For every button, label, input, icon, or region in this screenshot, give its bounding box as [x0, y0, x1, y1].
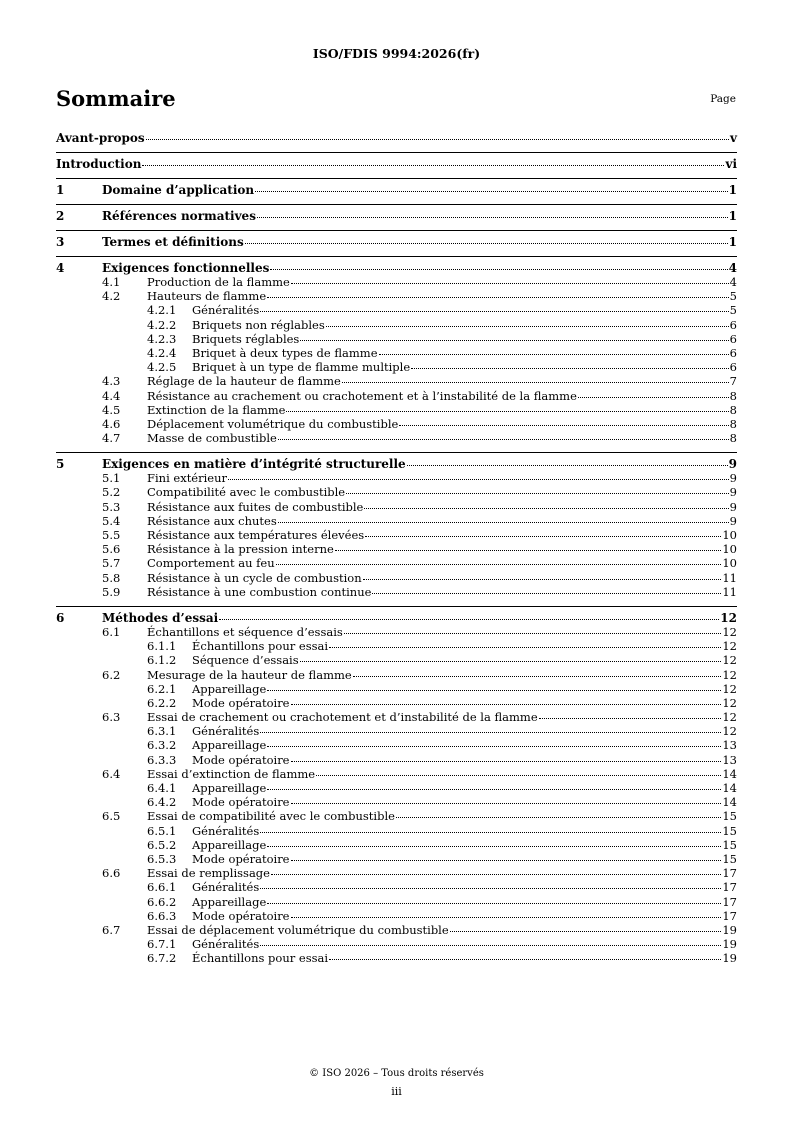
toc-entry-page: 15: [722, 809, 737, 824]
toc-entry-title[interactable]: Généralités: [192, 880, 260, 895]
toc-entry-number: 6.3.3: [147, 752, 177, 767]
section-divider: [56, 452, 737, 453]
toc-dot-leader: [267, 297, 729, 298]
toc-entry[interactable]: [56, 389, 737, 403]
toc-entry-page: 4: [728, 261, 737, 275]
toc-entry-title[interactable]: Briquet à deux types de flamme: [192, 345, 378, 360]
toc-dot-leader: [291, 803, 722, 804]
toc-entry-number: 6.4: [102, 766, 121, 781]
toc-entry-page: 14: [722, 766, 737, 781]
toc-entry[interactable]: [56, 346, 737, 360]
toc-entry-title[interactable]: Introduction: [56, 157, 142, 171]
toc-entry[interactable]: [56, 852, 737, 866]
toc-entry-number: 6.2: [102, 667, 121, 682]
toc-entry-page: 9: [729, 513, 737, 528]
toc-entry[interactable]: [56, 374, 737, 388]
toc-entry-page: 19: [722, 922, 737, 937]
toc-entry[interactable]: [56, 571, 737, 585]
toc-dot-leader: [267, 789, 721, 790]
toc-entry-number: 6.1.1: [147, 639, 177, 654]
toc-entry[interactable]: [56, 235, 737, 249]
toc-entry-number: 2: [56, 209, 65, 223]
toc-entry-page: 7: [729, 374, 737, 389]
toc-entry[interactable]: [56, 653, 737, 667]
toc-entry-title[interactable]: Essai de crachement ou crachotement et d’instabilité de la flamme: [147, 710, 538, 725]
copyright-notice: © ISO 2026 – Tous droits réservés: [309, 1068, 484, 1079]
section-divider: [56, 256, 737, 257]
toc-dot-leader: [346, 493, 729, 494]
toc-entry-number: 6.2.1: [147, 681, 177, 696]
toc-entry-title[interactable]: Termes et définitions: [102, 235, 244, 249]
toc-dot-leader: [219, 619, 719, 620]
toc-dot-leader: [271, 874, 721, 875]
toc-entry-title[interactable]: Briquet à un type de flamme multiple: [192, 360, 411, 375]
toc-entry-page: 6: [729, 317, 737, 332]
toc-entry[interactable]: [56, 639, 737, 653]
toc-entry-page: 17: [722, 894, 737, 909]
toc-entry-title[interactable]: Échantillons et séquence d’essais: [147, 624, 343, 639]
toc-entry-title[interactable]: Essai de déplacement volumétrique du combustible: [147, 922, 449, 937]
toc-entry-number: 6.3.1: [147, 724, 177, 739]
toc-entry-page: 8: [729, 402, 737, 417]
toc-entry-page: 11: [722, 570, 737, 585]
toc-entry-page: 19: [722, 937, 737, 952]
toc-entry[interactable]: [56, 209, 737, 223]
toc-entry-page: 10: [722, 542, 737, 557]
toc-entry-title[interactable]: Généralités: [192, 724, 260, 739]
toc-entry-number: 6.1: [102, 624, 121, 639]
toc-entry-number: 6.7.1: [147, 937, 177, 952]
toc-entry-title[interactable]: Généralités: [192, 303, 260, 318]
toc-entry[interactable]: [56, 767, 737, 781]
toc-dot-leader: [260, 732, 721, 733]
toc-entry-number: 6.7.2: [147, 951, 177, 966]
toc-entry[interactable]: [56, 866, 737, 880]
toc-entry-number: 6.4.2: [147, 795, 177, 810]
toc-dot-leader: [342, 382, 729, 383]
toc-entry-page: 11: [722, 584, 737, 599]
toc-entry-page: 17: [722, 866, 737, 881]
toc-entry[interactable]: [56, 809, 737, 823]
toc-entry[interactable]: [56, 471, 737, 485]
toc-entry-number: 4.2: [102, 289, 121, 304]
toc-entry-page: 19: [722, 951, 737, 966]
toc-entry[interactable]: [56, 157, 737, 171]
toc-entry[interactable]: [56, 824, 737, 838]
toc-dot-leader: [291, 283, 729, 284]
toc-entry-number: 4.7: [102, 431, 121, 446]
toc-entry-title[interactable]: Masse de combustible: [147, 431, 277, 446]
toc-entry-number: 5.2: [102, 485, 121, 500]
toc-entry-title[interactable]: Appareillage: [192, 781, 267, 795]
toc-entry-page: 17: [722, 908, 737, 923]
toc-entry-title[interactable]: Généralités: [192, 823, 260, 838]
toc-dot-leader: [260, 311, 728, 312]
toc-entry-page: vi: [725, 157, 737, 171]
toc-entry-page: 12: [722, 667, 737, 682]
toc-entry-page: 8: [729, 431, 737, 446]
toc-entry[interactable]: [56, 289, 737, 303]
toc-entry-page: 5: [729, 303, 737, 318]
toc-entry-title[interactable]: Résistance aux chutes: [147, 513, 277, 528]
toc-entry[interactable]: [56, 457, 737, 471]
toc-entry-page: 6: [729, 345, 737, 360]
toc-dot-leader: [291, 917, 722, 918]
toc-entry-number: 4.2.2: [147, 317, 177, 332]
toc-dot-leader: [286, 411, 728, 412]
toc-entry-title[interactable]: Résistance aux températures élevées: [147, 528, 365, 542]
toc-dot-leader: [365, 536, 721, 537]
toc-entry[interactable]: [56, 951, 737, 965]
toc-entry-number: 5.6: [102, 542, 121, 557]
toc-entry-title[interactable]: Compatibilité avec le combustible: [147, 485, 346, 500]
toc-dot-leader: [291, 860, 722, 861]
toc-entry-title[interactable]: Appareillage: [192, 738, 267, 753]
toc-entry[interactable]: [56, 611, 737, 625]
toc-dot-leader: [245, 243, 728, 244]
toc-entry[interactable]: [56, 909, 737, 923]
toc-entry-title[interactable]: Comportement au feu: [147, 556, 275, 571]
toc-dot-leader: [300, 340, 728, 341]
toc-entry-title[interactable]: Exigences en matière d’intégrité structurelle: [102, 457, 406, 472]
toc-dot-leader: [372, 593, 721, 594]
section-divider: [56, 178, 737, 179]
toc-dot-leader: [353, 676, 722, 677]
toc-entry-title[interactable]: Résistance à une combustion continue: [147, 584, 372, 599]
toc-entry[interactable]: [56, 724, 737, 738]
toc-entry[interactable]: [56, 318, 737, 332]
toc-entry-number: 6.6.1: [147, 880, 177, 895]
toc-entry-page: 15: [722, 837, 737, 852]
toc-entry-number: 4.2.3: [147, 331, 177, 346]
toc-entry-page: 1: [728, 209, 737, 223]
toc-entry-title[interactable]: Mesurage de la hauteur de flamme: [147, 667, 352, 682]
toc-entry-title[interactable]: Briquets non réglables: [192, 317, 325, 332]
toc-entry-page: 9: [729, 499, 737, 514]
toc-dot-leader: [260, 945, 721, 946]
toc-dot-leader: [267, 690, 721, 691]
toc-entry-number: 6: [56, 610, 65, 625]
toc-entry-page: 15: [722, 823, 737, 838]
toc-entry-number: 4: [56, 261, 65, 275]
toc-entry-number: 4.1: [102, 275, 121, 289]
toc-entry-title[interactable]: Essai d’extinction de flamme: [147, 766, 316, 781]
toc-entry-page: 17: [722, 880, 737, 895]
toc-dot-leader: [578, 397, 729, 398]
toc-entry-number: 6.5: [102, 809, 121, 824]
toc-entry[interactable]: [56, 303, 737, 317]
toc-dot-leader: [326, 326, 729, 327]
toc-entry-page: 12: [722, 639, 737, 654]
toc-dot-leader: [344, 633, 722, 634]
toc-entry-title[interactable]: Résistance au crachement ou crachotement et à l’instabilité de la flamme: [147, 388, 577, 403]
toc-dot-leader: [270, 269, 727, 270]
toc-entry-number: 5: [56, 457, 65, 472]
toc-dot-leader: [396, 817, 721, 818]
toc-entry-page: v: [730, 131, 737, 145]
toc-entry-number: 5.9: [102, 584, 121, 599]
section-divider: [56, 606, 737, 607]
toc-entry[interactable]: [56, 880, 737, 894]
toc-entry[interactable]: [56, 838, 737, 852]
section-divider: [56, 152, 737, 153]
toc-dot-leader: [329, 959, 721, 960]
toc-entry-title[interactable]: Déplacement volumétrique du combustible: [147, 416, 399, 431]
toc-entry[interactable]: [56, 781, 737, 795]
section-divider: [56, 204, 737, 205]
toc-dot-leader: [255, 191, 728, 192]
toc-entry[interactable]: [56, 923, 737, 937]
toc-entry[interactable]: [56, 753, 737, 767]
toc-entry-number: 4.2.1: [147, 303, 177, 318]
toc-entry[interactable]: [56, 696, 737, 710]
toc-entry-title[interactable]: Avant-propos: [56, 131, 145, 145]
toc-entry-number: 5.8: [102, 570, 121, 585]
toc-entry-number: 6.3: [102, 710, 121, 725]
toc-entry-title[interactable]: Méthodes d’essai: [102, 610, 219, 625]
toc-entry[interactable]: [56, 183, 737, 197]
toc-entry[interactable]: [56, 485, 737, 499]
toc-entry-number: 3: [56, 235, 65, 249]
toc-entry-title[interactable]: Essai de remplissage: [147, 866, 270, 881]
toc-entry-page: 9: [729, 471, 737, 486]
toc-entry-number: 4.4: [102, 388, 121, 403]
toc-entry-title[interactable]: Généralités: [192, 937, 260, 952]
toc-entry-number: 6.6: [102, 866, 121, 881]
toc-entry-page: 1: [728, 183, 737, 197]
toc-dot-leader: [335, 550, 722, 551]
toc-entry-number: 5.3: [102, 499, 121, 514]
toc-entry-number: 5.4: [102, 513, 121, 528]
toc-entry-title[interactable]: Briquets réglables: [192, 331, 300, 346]
toc-entry-page: 13: [722, 738, 737, 753]
toc-entry[interactable]: [56, 403, 737, 417]
toc-entry-page: 10: [722, 556, 737, 571]
toc-entry-page: 14: [722, 795, 737, 810]
toc-entry-page: 1: [728, 235, 737, 249]
toc-dot-leader: [379, 354, 729, 355]
table-of-contents: [56, 131, 737, 965]
toc-entry-title[interactable]: Domaine d’application: [102, 183, 255, 197]
toc-entry-number: 4.2.5: [147, 360, 177, 375]
toc-entry[interactable]: [56, 738, 737, 752]
toc-entry-number: 5.1: [102, 471, 121, 486]
toc-entry-page: 6: [729, 360, 737, 375]
toc-entry-number: 6.6.3: [147, 908, 177, 923]
toc-entry-number: 6.7: [102, 922, 121, 937]
toc-dot-leader: [257, 217, 728, 218]
toc-entry-page: 12: [722, 681, 737, 696]
toc-entry-page: 13: [722, 752, 737, 767]
toc-entry[interactable]: [56, 710, 737, 724]
toc-entry-number: 6.3.2: [147, 738, 177, 753]
toc-dot-leader: [260, 888, 721, 889]
toc-entry-title[interactable]: Mode opératoire: [192, 695, 290, 710]
toc-entry-page: 12: [720, 610, 737, 625]
toc-entry[interactable]: [56, 514, 737, 528]
toc-dot-leader: [146, 139, 729, 140]
toc-entry-title[interactable]: Appareillage: [192, 681, 267, 696]
toc-entry-title[interactable]: Résistance à un cycle de combustion: [147, 570, 362, 585]
toc-dot-leader: [142, 165, 724, 166]
toc-entry-page: 12: [722, 710, 737, 725]
toc-entry-title[interactable]: Mode opératoire: [192, 795, 290, 810]
toc-entry[interactable]: [56, 431, 737, 445]
toc-dot-leader: [267, 846, 721, 847]
toc-entry-page: 12: [722, 624, 737, 639]
toc-dot-leader: [300, 661, 722, 662]
toc-dot-leader: [278, 522, 729, 523]
toc-dot-leader: [260, 832, 721, 833]
toc-entry[interactable]: [56, 585, 737, 599]
toc-entry-page: 4: [729, 275, 737, 289]
section-divider: [56, 230, 737, 231]
toc-entry-page: 10: [722, 528, 737, 542]
toc-entry-title[interactable]: Hauteurs de flamme: [147, 289, 267, 304]
toc-entry-number: 6.5.1: [147, 823, 177, 838]
toc-entry-title[interactable]: Appareillage: [192, 837, 267, 852]
toc-entry[interactable]: [56, 556, 737, 570]
toc-entry[interactable]: [56, 417, 737, 431]
toc-entry-page: 5: [729, 289, 737, 304]
toc-dot-leader: [407, 465, 728, 466]
toc-entry-page: 14: [722, 781, 737, 795]
toc-entry-page: 12: [722, 653, 737, 668]
toc-entry-number: 6.2.2: [147, 695, 177, 710]
toc-entry-title[interactable]: Échantillons pour essai: [192, 951, 329, 966]
toc-entry-title[interactable]: Échantillons pour essai: [192, 639, 329, 654]
toc-dot-leader: [278, 439, 729, 440]
toc-entry[interactable]: [56, 528, 737, 542]
toc-entry-number: 5.5: [102, 528, 121, 542]
toc-dot-leader: [411, 368, 729, 369]
toc-entry[interactable]: [56, 275, 737, 289]
toc-entry-title[interactable]: Mode opératoire: [192, 908, 290, 923]
toc-dot-leader: [276, 564, 722, 565]
toc-entry-number: 4.2.4: [147, 345, 177, 360]
toc-entry-page: 8: [729, 388, 737, 403]
toc-entry-title[interactable]: Résistance aux fuites de combustible: [147, 499, 364, 514]
toc-entry[interactable]: [56, 795, 737, 809]
toc-entry-title[interactable]: Essai de compatibilité avec le combustible: [147, 809, 395, 824]
toc-entry-number: 6.1.2: [147, 653, 177, 668]
document-header: ISO/FDIS 9994:2026(fr): [312, 46, 481, 61]
page-title: Sommaire: [56, 86, 176, 111]
toc-dot-leader: [267, 746, 721, 747]
toc-dot-leader: [399, 425, 728, 426]
toc-entry[interactable]: [56, 668, 737, 682]
toc-entry-page: 9: [728, 457, 737, 472]
toc-entry-page: 12: [722, 695, 737, 710]
toc-entry[interactable]: [56, 500, 737, 514]
toc-entry-number: 5.7: [102, 556, 121, 571]
toc-dot-leader: [228, 479, 729, 480]
toc-entry[interactable]: [56, 332, 737, 346]
toc-entry[interactable]: [56, 682, 737, 696]
toc-entry[interactable]: [56, 937, 737, 951]
toc-entry-title[interactable]: Exigences fonctionnelles: [102, 261, 270, 275]
toc-dot-leader: [329, 647, 721, 648]
toc-entry[interactable]: [56, 542, 737, 556]
toc-entry-title[interactable]: Séquence d’essais: [192, 653, 299, 668]
toc-entry[interactable]: [56, 895, 737, 909]
toc-entry-number: 6.6.2: [147, 894, 177, 909]
toc-dot-leader: [450, 931, 722, 932]
toc-entry-title[interactable]: Fini extérieur: [147, 471, 228, 486]
toc-entry-number: 4.6: [102, 416, 121, 431]
toc-dot-leader: [363, 579, 722, 580]
toc-entry-page: 6: [729, 331, 737, 346]
toc-dot-leader: [316, 775, 721, 776]
toc-dot-leader: [291, 704, 722, 705]
toc-dot-leader: [539, 718, 722, 719]
page-column-label: Page: [710, 93, 736, 105]
toc-entry-title[interactable]: Mode opératoire: [192, 752, 290, 767]
toc-entry-number: 4.5: [102, 402, 121, 417]
toc-entry[interactable]: [56, 360, 737, 374]
toc-entry-title[interactable]: Appareillage: [192, 894, 267, 909]
toc-entry[interactable]: [56, 261, 737, 275]
toc-entry-number: 1: [56, 183, 65, 197]
toc-dot-leader: [291, 761, 722, 762]
page-number: iii: [391, 1085, 402, 1098]
toc-entry-page: 12: [722, 724, 737, 739]
toc-entry-title[interactable]: Références normatives: [102, 209, 256, 223]
toc-entry-title[interactable]: Mode opératoire: [192, 851, 290, 866]
toc-entry[interactable]: [56, 131, 737, 145]
toc-entry-page: 9: [729, 485, 737, 500]
toc-dot-leader: [364, 508, 728, 509]
toc-entry-number: 6.5.3: [147, 851, 177, 866]
toc-entry-page: 15: [722, 851, 737, 866]
toc-entry-title[interactable]: Réglage de la hauteur de flamme: [147, 374, 341, 389]
toc-entry-title[interactable]: Extinction de la flamme: [147, 402, 286, 417]
toc-entry-number: 4.3: [102, 374, 121, 389]
toc-entry-title[interactable]: Production de la flamme: [147, 275, 290, 289]
toc-dot-leader: [267, 903, 721, 904]
toc-entry[interactable]: [56, 625, 737, 639]
toc-entry-number: 6.4.1: [147, 781, 177, 795]
toc-entry-title[interactable]: Résistance à la pression interne: [147, 542, 334, 557]
toc-entry-page: 8: [729, 416, 737, 431]
toc-entry-number: 6.5.2: [147, 837, 177, 852]
